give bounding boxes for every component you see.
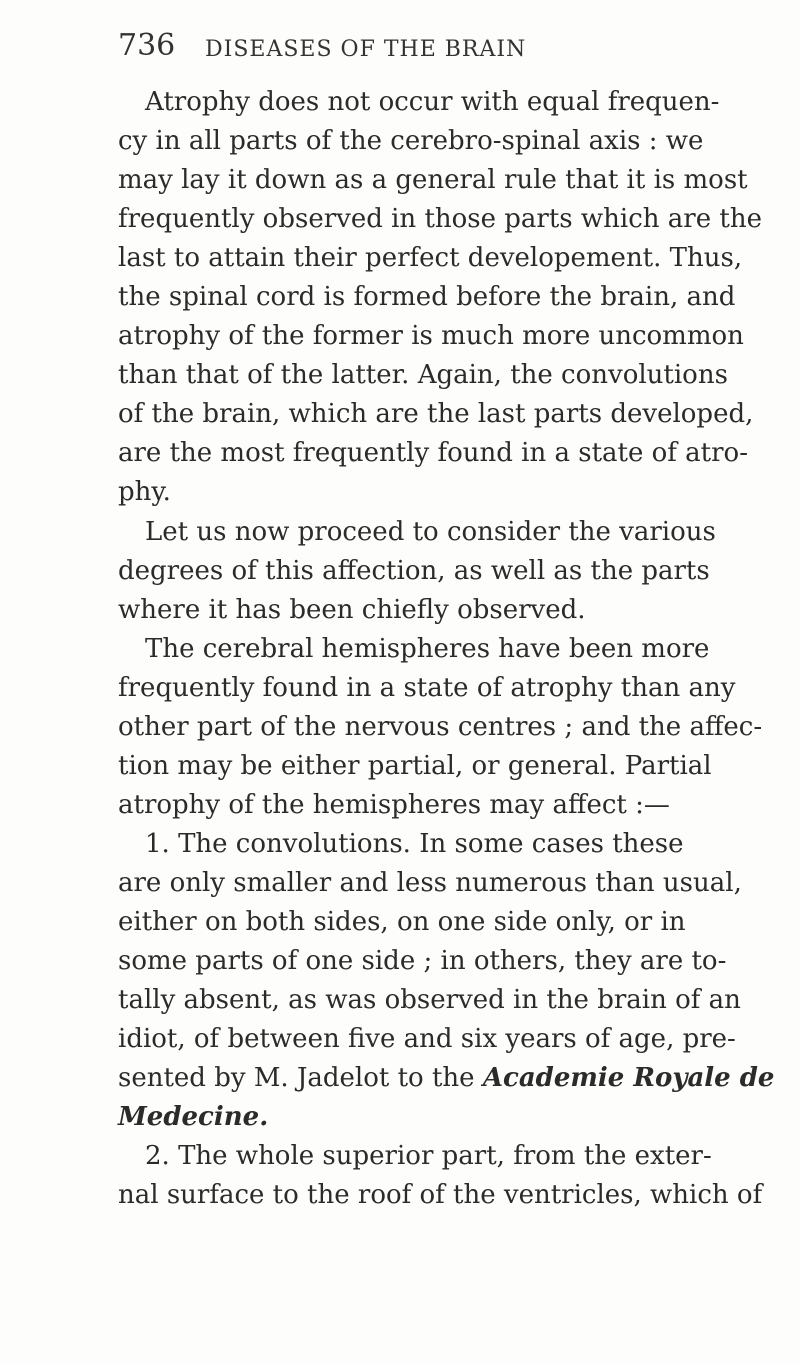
text-line: tally absent, as was observed in the brain of an xyxy=(118,985,741,1015)
text-line: some parts of one side ; in others, they are to- xyxy=(118,946,727,976)
text-line: the spinal cord is formed before the brain, and xyxy=(118,282,736,312)
text-line: Medecine. xyxy=(118,1102,269,1132)
text-line: are only smaller and less numerous than usual, xyxy=(118,868,742,898)
text-line: atrophy of the former is much more uncommon xyxy=(118,321,744,351)
text-line: than that of the latter. Again, the convolutions xyxy=(118,360,728,390)
text-line: either on both sides, on one side only, or in xyxy=(118,907,686,937)
text-line: last to attain their perfect developement. Thus, xyxy=(118,243,743,273)
text-line: frequently observed in those parts which are the xyxy=(118,204,762,234)
text-line: other part of the nervous centres ; and the affec- xyxy=(118,712,763,742)
italic-title: Academie Royale de xyxy=(482,1063,775,1093)
text-line: Atrophy does not occur with equal frequen- xyxy=(145,87,720,117)
text-line: nal surface to the roof of the ventricles, which of xyxy=(118,1180,763,1210)
page-number: 736 xyxy=(118,28,176,63)
text-line: degrees of this affection, as well as the parts xyxy=(118,556,710,586)
text-line: frequently found in a state of atrophy than any xyxy=(118,673,736,703)
text-line: atrophy of the hemispheres may affect :— xyxy=(118,790,670,820)
text-line: 2. The whole superior part, from the exter- xyxy=(145,1141,712,1171)
running-head: DISEASES OF THE BRAIN xyxy=(205,37,527,62)
text-line: Let us now proceed to consider the various xyxy=(145,517,716,547)
text-line: are the most frequently found in a state of atro- xyxy=(118,438,748,468)
text-line-start: sented by M. Jadelot to the xyxy=(118,1063,475,1093)
text-line xyxy=(118,1062,774,1094)
text-line: phy. xyxy=(118,477,171,507)
text-line: tion may be either partial, or general. Partial xyxy=(118,751,712,781)
text-line: of the brain, which are the last parts developed, xyxy=(118,399,754,429)
text-line: where it has been chiefly observed. xyxy=(118,595,586,625)
text-line: 1. The convolutions. In some cases these xyxy=(145,829,684,859)
text-line: may lay it down as a general rule that it is most xyxy=(118,165,748,195)
text-line: The cerebral hemispheres have been more xyxy=(145,634,710,664)
text-line: idiot, of between five and six years of age, pre- xyxy=(118,1024,736,1054)
text-line: cy in all parts of the cerebro-spinal axis : we xyxy=(118,126,704,156)
